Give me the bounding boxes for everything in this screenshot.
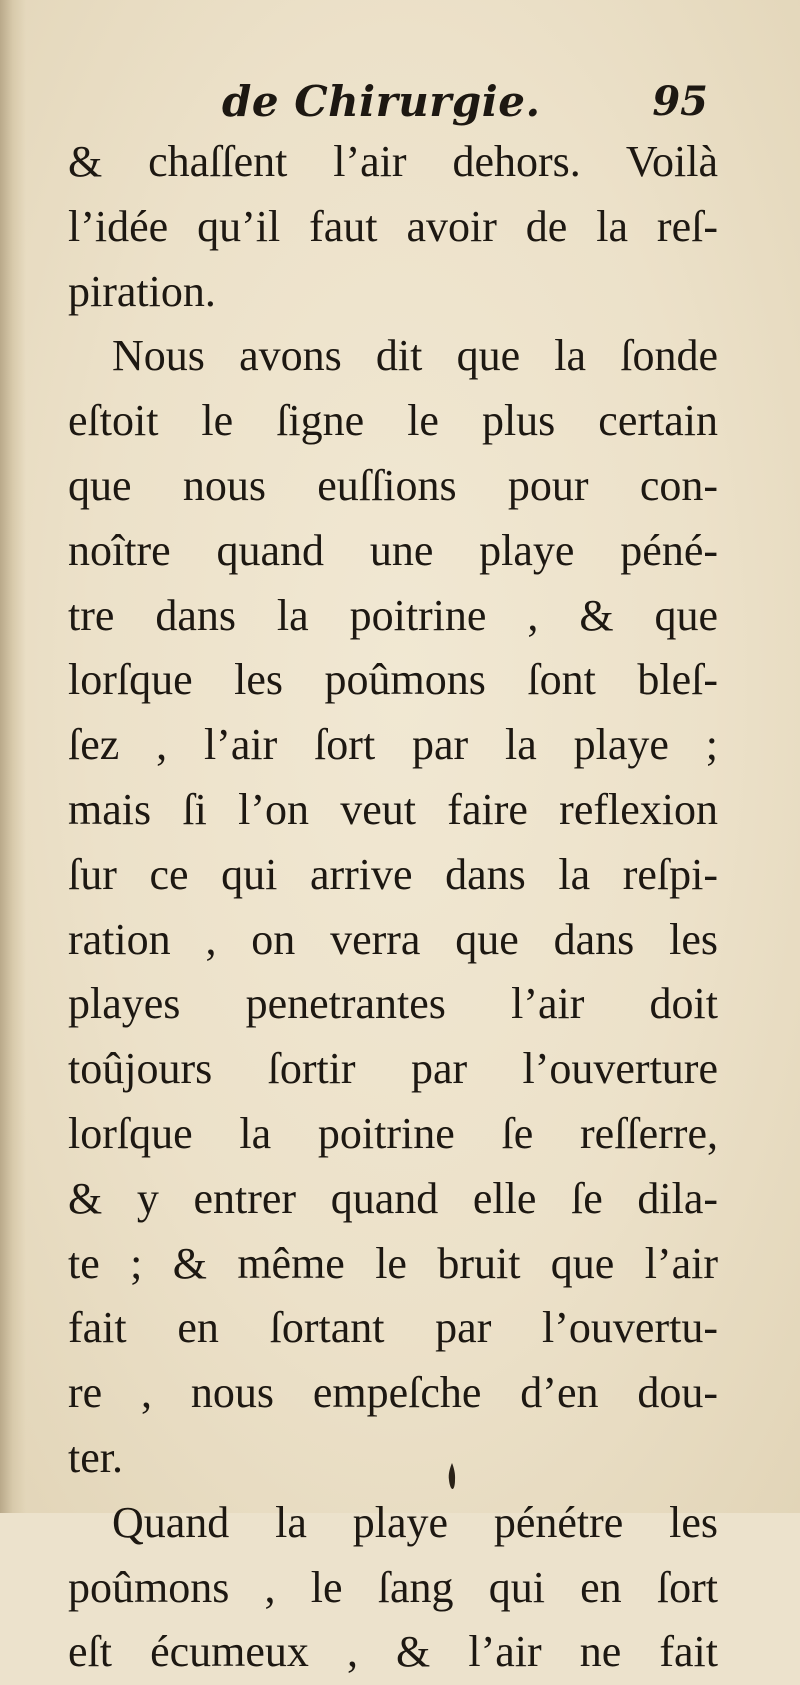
body-text <box>68 130 718 1685</box>
text-line: & y entrer quand elle ſe dila- <box>68 1173 718 1223</box>
running-head <box>0 74 800 130</box>
text-line: eſtoit le ſigne le plus certain <box>68 396 718 446</box>
text-line: te ; & même le bruit que l’air <box>68 1238 718 1288</box>
paragraph-first-line: Nous avons dit que la ſonde <box>112 331 718 381</box>
text-line: tre dans la poitrine , & que <box>68 590 718 640</box>
text-line: ter. <box>68 1432 123 1482</box>
text-line: poûmons , le ſang qui en ſort <box>68 1562 718 1612</box>
binding-gutter <box>0 0 26 1513</box>
text-line: mais ſi l’on veut faire reflexion <box>68 784 718 834</box>
text-line: lorſque la poitrine ſe reſſerre, <box>68 1108 718 1158</box>
running-head-title: de Chirurgie. <box>222 77 541 126</box>
page-number: 95 <box>652 78 708 125</box>
text-line: fait en ſortant par l’ouvertu- <box>68 1303 718 1353</box>
text-line: piration. <box>68 266 216 316</box>
text-line: lorſque les poûmons ſont bleſ- <box>68 655 718 705</box>
text-line: re , nous empeſche d’en dou- <box>68 1368 718 1418</box>
paragraph-first-line: Quand la playe pénétre les <box>112 1497 718 1547</box>
text-line: noître quand une playe péné- <box>68 525 718 575</box>
text-line: eſt écumeux , & l’air ne fait <box>68 1627 718 1677</box>
text-line: ſur ce qui arrive dans la reſpi- <box>68 849 718 899</box>
text-line: playes penetrantes l’air doit <box>68 979 718 1029</box>
text-line: toûjours ſortir par l’ouverture <box>68 1044 718 1094</box>
text-line: que nous euſſions pour con- <box>68 460 718 510</box>
text-line: ration , on verra que dans les <box>68 914 718 964</box>
text-line: & chaſſent l’air dehors. Voilà <box>68 137 718 186</box>
ink-blot-mark <box>446 1462 458 1490</box>
text-line: l’idée qu’il faut avoir de la reſ- <box>68 201 718 251</box>
text-line: ſez , l’air ſort par la playe ; <box>68 720 718 770</box>
